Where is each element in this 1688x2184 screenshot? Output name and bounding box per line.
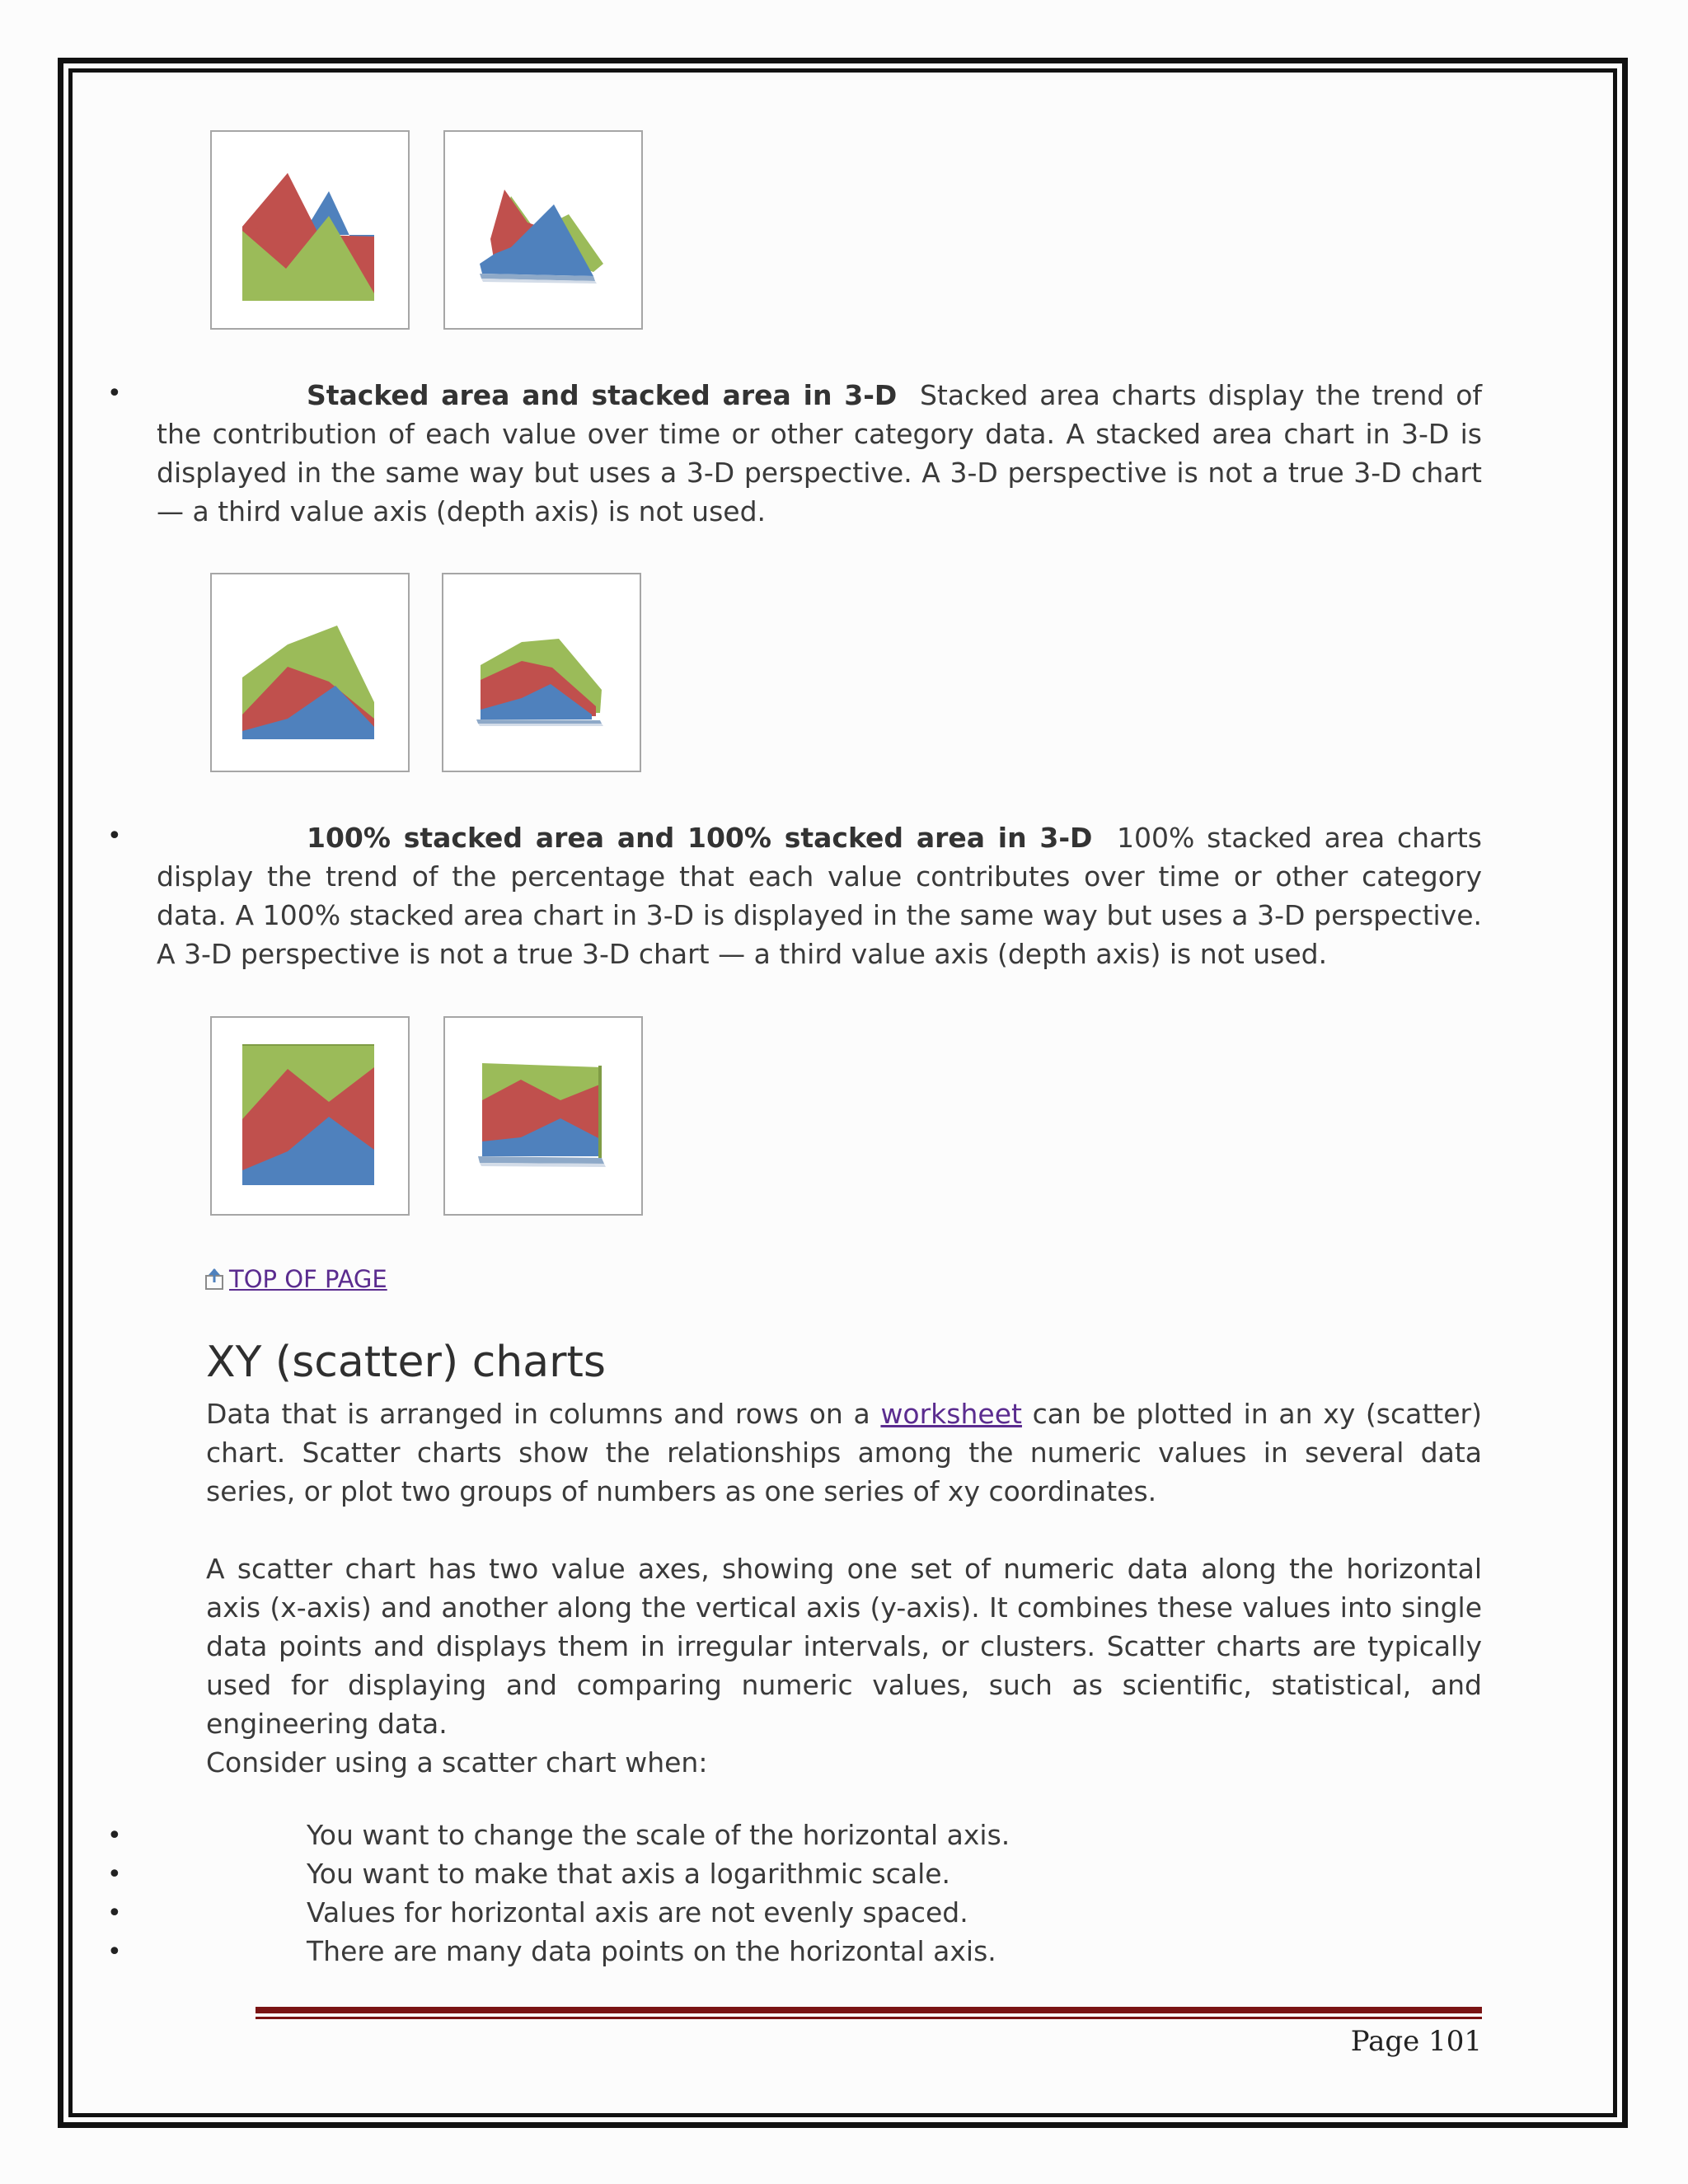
footer-rule bbox=[256, 2007, 1482, 2013]
stacked-area-3d-chart-thumbnail[interactable] bbox=[442, 573, 641, 772]
stacked-area-text-rest: contribution of each value over time or other category data. A stacked area chart in 3-D is displayed in the same way but uses a 3-D perspective. A 3-D perspective is not a true 3-D chart — a third value axis (depth axis) is not used. bbox=[157, 418, 1483, 527]
page-number: Page 101 bbox=[1350, 2025, 1482, 2058]
percent-stacked-area-title: 100% stacked area and 100% stacked area in 3-D bbox=[307, 822, 1093, 854]
scatter-intro-paragraph bbox=[206, 1394, 1482, 1511]
upload-arrow-icon bbox=[204, 1268, 224, 1291]
scatter-intro-text-before: Data that is arranged in columns and rows on a bbox=[206, 1398, 870, 1430]
bullet-dot: • bbox=[107, 822, 122, 851]
scatter-consider-paragraph: Consider using a scatter chart when: bbox=[206, 1746, 708, 1779]
stacked-area-chart-thumbnail[interactable] bbox=[210, 573, 410, 772]
percent-stacked-area-3d-chart-thumbnail[interactable] bbox=[443, 1016, 643, 1216]
scatter-axes-paragraph: A scatter chart has two value axes, showing one set of numeric data along the horizontal axis (x-axis) and another along the vertical axis (y-axis). It combines these values into single data points and displays them in irregular intervals, or clusters. Scatter charts are typically used for displaying and comparing numeric values, such as scientific, statistical, and engineering data. bbox=[206, 1553, 1482, 1740]
stacked-area-paragraph bbox=[157, 376, 1482, 531]
percent-stacked-area-paragraph bbox=[157, 818, 1482, 973]
bullet-dot: • bbox=[107, 1860, 122, 1889]
top-of-page-link[interactable] bbox=[204, 1265, 387, 1293]
stacked-area-title: Stacked area and stacked area in 3-D bbox=[307, 379, 898, 411]
footer-rule-thin bbox=[256, 2017, 1482, 2019]
bullet-dot: • bbox=[107, 1821, 122, 1850]
list-item: You want to change the scale of the horizontal axis. bbox=[307, 1819, 1010, 1851]
list-item: There are many data points on the horizontal axis. bbox=[307, 1935, 996, 1967]
percent-stacked-area-text-rest: trend of the percentage that each value contributes over time or other category data. A 100% stacked area chart in 3-D is displayed in the same way but uses a 3-D perspective. A 3-D perspective is not a true 3-D chart — a third value axis (depth axis) is not used. bbox=[157, 860, 1482, 970]
list-item: Values for horizontal axis are not evenly spaced. bbox=[307, 1896, 968, 1929]
percent-stacked-area-chart-thumbnail[interactable] bbox=[210, 1016, 410, 1216]
scatter-intro-text-after: can be plotted in an xy (scatter) chart. Scatter charts show the relationships among the numeric values in several data series, or plot two groups of numbers as one series of xy coordinates. bbox=[206, 1398, 1482, 1507]
section-heading: XY (scatter) charts bbox=[206, 1338, 606, 1388]
worksheet-link[interactable]: worksheet bbox=[880, 1398, 1022, 1430]
top-of-page-label[interactable]: TOP OF PAGE bbox=[229, 1265, 387, 1293]
bullet-dot: • bbox=[107, 379, 122, 408]
area-3d-chart-thumbnail[interactable] bbox=[443, 130, 643, 330]
bullet-dot: • bbox=[107, 1938, 122, 1966]
stacked-area-text: Stacked area charts display the trend of the bbox=[157, 379, 1483, 450]
bullet-dot: • bbox=[107, 1899, 122, 1928]
list-item: You want to make that axis a logarithmic scale. bbox=[307, 1858, 951, 1890]
area-chart-thumbnail[interactable] bbox=[210, 130, 410, 330]
percent-stacked-area-text: 100% stacked area charts display the bbox=[157, 822, 1482, 893]
